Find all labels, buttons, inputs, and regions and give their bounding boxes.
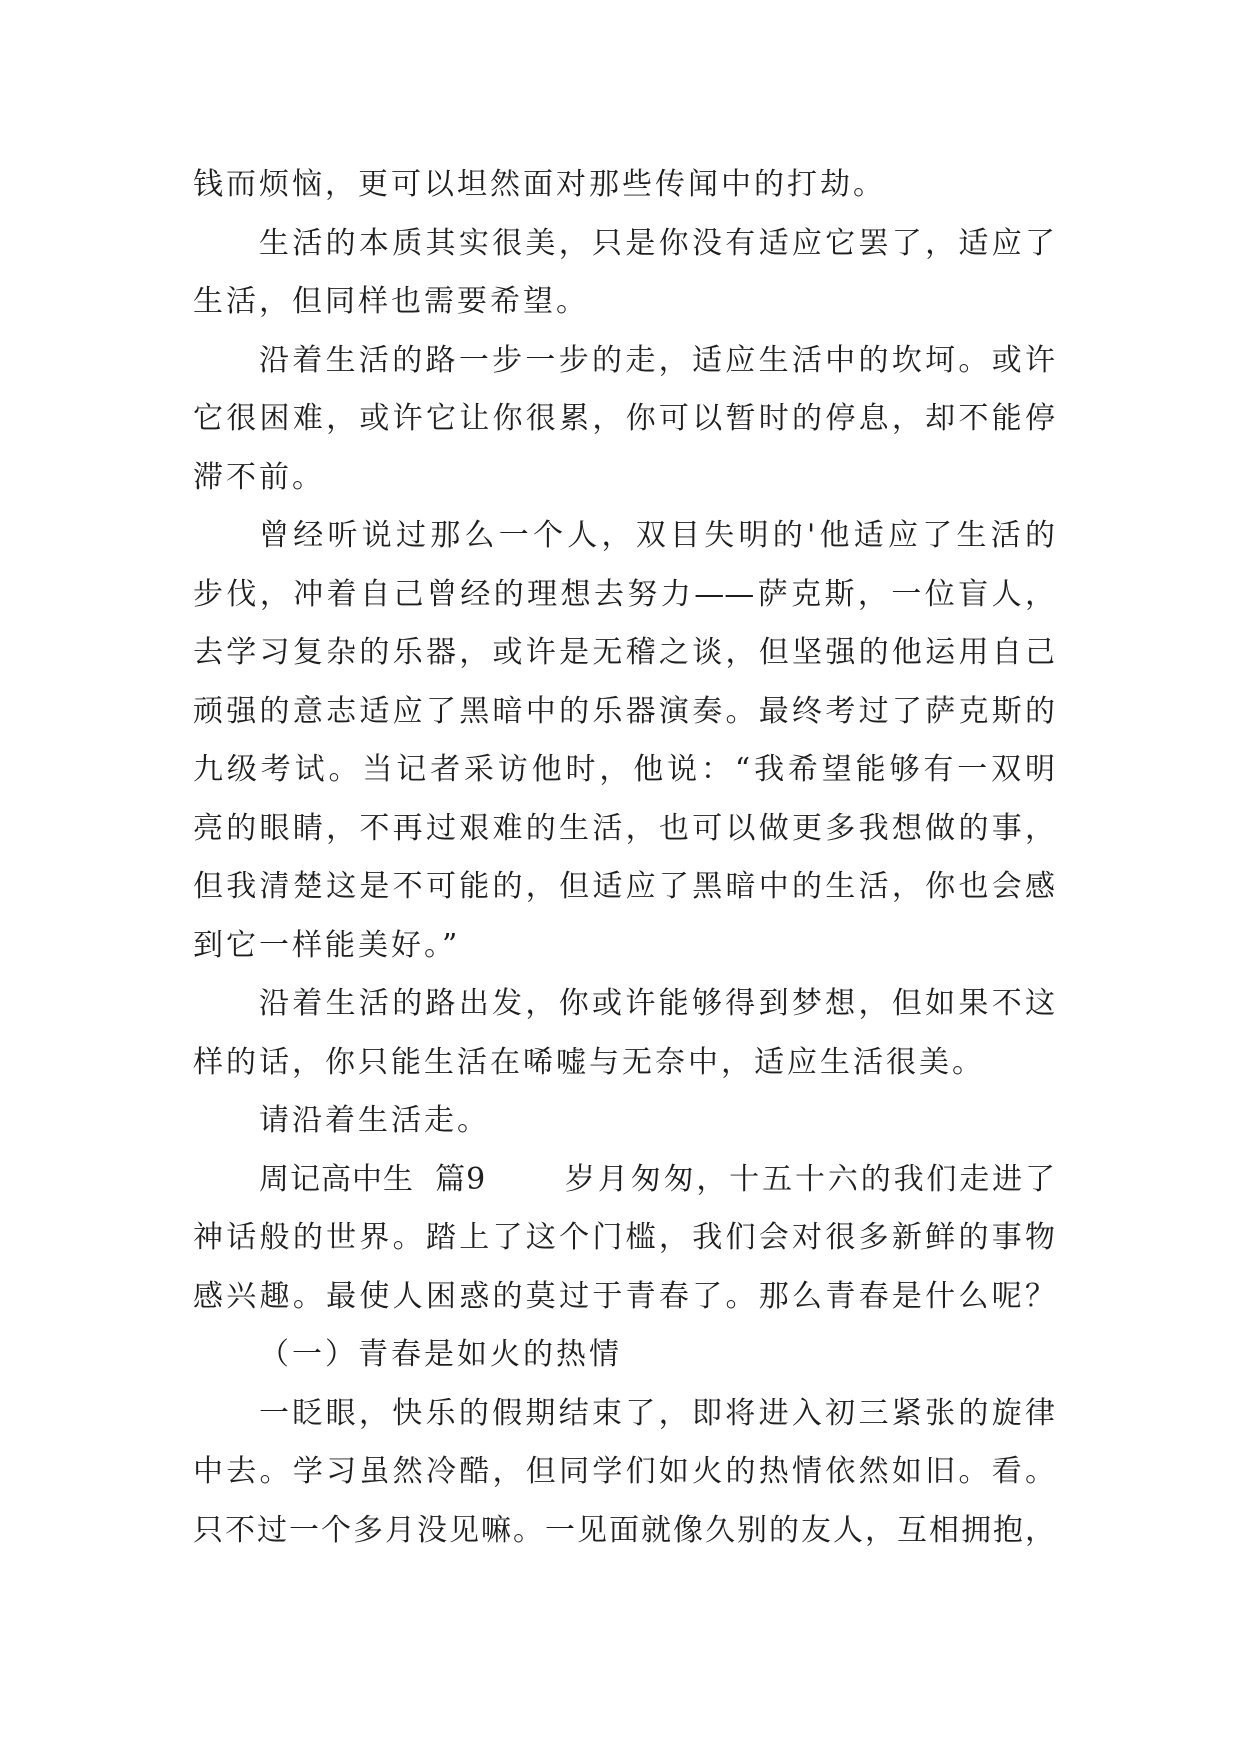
paragraph — [193, 332, 1055, 508]
paragraph — [193, 975, 1055, 1092]
text-line: 生活，但同样也需要希望。 — [193, 284, 589, 319]
text-line: 一眨眼，快乐的假期结束了，即将进入初三紧张的旋律 — [259, 1395, 1055, 1431]
text-line: 只不过一个多月没见嘛。一见面就像久别的友人，互相拥抱， — [193, 1512, 1055, 1548]
text-line: 请沿着生活走。 — [259, 1103, 490, 1138]
paragraph — [193, 1385, 1055, 1561]
text-line: 感兴趣。最使人困惑的莫过于青春了。那么青春是什么呢？ — [193, 1278, 1055, 1314]
document-body — [193, 156, 1055, 1560]
section-label: 周记高中生 篇9 — [259, 1161, 487, 1197]
text-line: 沿着生活的路一步一步的走，适应生活中的坎坷。或许 — [259, 342, 1055, 378]
text-line: 曾经听说过那么一个人，双目失明的'他适应了生活的 — [259, 518, 1055, 553]
text-line: 它很困难，或许它让你很累，你可以暂时的停息，却不能停 — [193, 401, 1055, 436]
text-line-segment: 岁月匆匆，十五十六的我们走进了 — [565, 1161, 1055, 1197]
text-line: 到它一样能美好。” — [193, 927, 461, 963]
text-line: 沿着生活的路出发，你或许能够得到梦想，但如果不这 — [259, 986, 1055, 1021]
paragraph — [193, 507, 1055, 975]
text-line: 九级考试。当记者采访他时，他说：“我希望能够有一双明 — [193, 752, 1055, 787]
subheading: （一）青春是如火的热情 — [259, 1337, 622, 1372]
text-line: 步伐，冲着自己曾经的理想去努力——萨克斯，一位盲人， — [193, 576, 1055, 612]
text-line: 滞不前。 — [193, 459, 325, 495]
text-line: 去学习复杂的乐器，或许是无稽之谈，但坚强的他运用自己 — [193, 635, 1055, 670]
paragraph — [193, 156, 1055, 215]
paragraph — [193, 1151, 1055, 1327]
text-line — [193, 1151, 1055, 1210]
text-line: 中去。学习虽然冷酷，但同学们如火的热情依然如旧。看。 — [193, 1454, 1055, 1489]
text-line: 亮的眼睛，不再过艰难的生活，也可以做更多我想做的事， — [193, 810, 1055, 846]
text-line: 但我清楚这是不可能的，但适应了黑暗中的生活，你也会感 — [193, 869, 1055, 904]
text-line: 生活的本质其实很美，只是你没有适应它罢了，适应了 — [259, 225, 1055, 261]
text-line: 顽强的意志适应了黑暗中的乐器演奏。最终考过了萨克斯的 — [193, 693, 1055, 729]
text-line: 钱而烦恼，更可以坦然面对那些传闻中的打劫。 — [193, 167, 886, 202]
paragraph — [193, 215, 1055, 332]
paragraph — [193, 1326, 1055, 1385]
text-line: 样的话，你只能生活在唏嘘与无奈中，适应生活很美。 — [193, 1044, 985, 1080]
text-line: 神话般的世界。踏上了这个门槛，我们会对很多新鲜的事物 — [193, 1220, 1055, 1255]
paragraph — [193, 1092, 1055, 1151]
